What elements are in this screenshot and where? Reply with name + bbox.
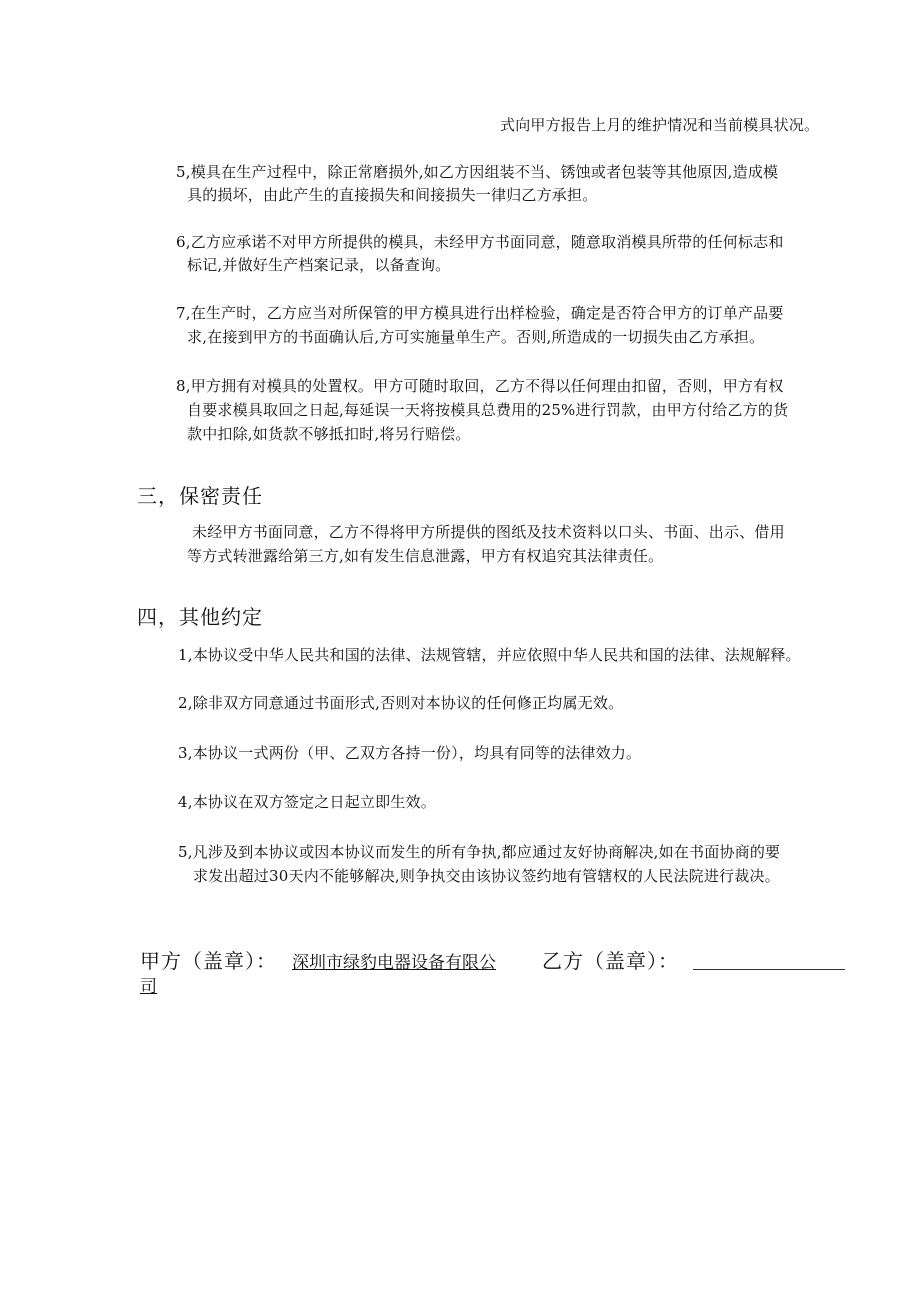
section-4-heading: 四，其他约定 <box>137 605 263 629</box>
party-a-seal-label: 甲方（盖章）： <box>140 949 277 973</box>
section-4-item-3: 3,本协议一式两份（甲、乙双方各持一份），均具有同等的法律效力。 <box>178 744 642 762</box>
section-3-line-1: 未经甲方书面同意，乙方不得将甲方所提供的图纸及技术资料以口头、书面、出示、借用 <box>192 523 785 541</box>
section-3-heading: 三，保密责任 <box>137 484 263 508</box>
party-b-seal-label: 乙方（盖章）： <box>542 949 679 973</box>
clause-6-line-2: 标记,并做好生产档案记录，以备查询。 <box>187 256 451 274</box>
section-4-item-2: 2,除非双方同意通过书面形式,否则对本协议的任何修正均属无效。 <box>178 694 624 712</box>
section-4-item-5-line-1: 5,凡涉及到本协议或因本协议而发生的所有争执,都应通过友好协商解决,如在书面协商的要 <box>178 843 781 861</box>
section-4-item-1: 1,本协议受中华人民共和国的法律、法规管辖，并应依照中华人民共和国的法律、法规解释。 <box>178 646 801 664</box>
clause-8-line-3: 款中扣除,如货款不够抵扣时,将另行赔偿。 <box>187 425 471 443</box>
clause-4-continuation: 式向甲方报告上月的维护情况和当前模具状况。 <box>500 116 820 134</box>
clause-7-line-2: 求,在接到甲方的书面确认后,方可实施量单生产。否则,所造成的一切损失由乙方承担。 <box>187 328 765 346</box>
party-a-company-name-continued: 司 <box>140 977 157 997</box>
clause-6-line-1: 6,乙方应承诺不对甲方所提供的模具，未经甲方书面同意，随意取消模具所带的任何标志和 <box>176 233 784 251</box>
clause-5-line-1: 5,模具在生产过程中，除正常磨损外,如乙方因组装不当、锈蚀或者包装等其他原因,造成模 <box>176 163 779 181</box>
section-3-line-2: 等方式转泄露给第三方,如有发生信息泄露，甲方有权追究其法律责任。 <box>187 547 664 565</box>
clause-7-line-1: 7,在生产时，乙方应当对所保管的甲方模具进行出样检验，确定是否符合甲方的订单产品要 <box>176 304 784 322</box>
party-a-company-name: 深圳市绿豹电器设备有限公 <box>292 953 496 973</box>
section-4-item-5-line-2: 求发出超过30天内不能够解决,则争执交由该协议签约地有管辖权的人民法院进行裁决。 <box>193 867 780 885</box>
section-4-item-4: 4,本协议在双方签定之日起立即生效。 <box>178 793 436 811</box>
clause-8-line-1: 8,甲方拥有对模具的处置权。甲方可随时取回，乙方不得以任何理由扣留，否则，甲方有权 <box>176 377 784 395</box>
clause-8-line-2: 自要求模具取回之日起,每延误一天将按模具总费用的25%进行罚款，由甲方付给乙方的货 <box>187 401 789 419</box>
clause-5-line-2: 具的损坏，由此产生的直接损失和间接损失一律归乙方承担。 <box>187 186 598 204</box>
party-b-signature-line <box>693 969 845 970</box>
